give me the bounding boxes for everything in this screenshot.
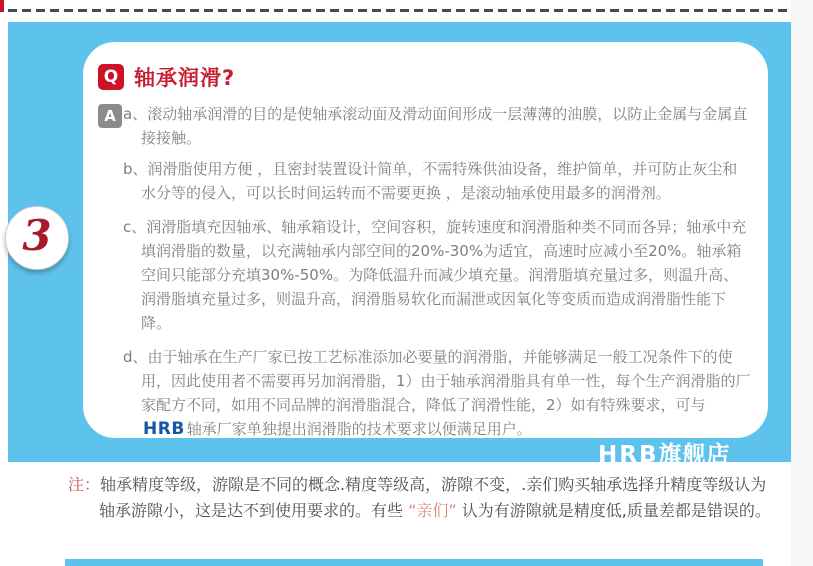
hrb-brand-wordmark: HRB xyxy=(143,419,185,439)
top-dashed-divider xyxy=(8,9,806,12)
answer-d-text-after: 轴承厂家单独提出润滑脂的技术要求以便满足用户。 xyxy=(186,420,532,438)
bottom-blue-strip xyxy=(65,559,763,566)
question-badge-icon: Q xyxy=(98,64,124,90)
footnote-prefix: 注： xyxy=(68,475,101,494)
footnote-text-2: 认为有游隙就是精度低,质量差都是错误的。 xyxy=(456,501,771,520)
top-left-red-mark xyxy=(0,0,4,12)
shop-logo-badge xyxy=(598,436,731,469)
shop-logo-suffix: 旗舰店 xyxy=(658,442,731,468)
answer-paragraph-c: c、润滑脂填充因轴承、轴承箱设计，空间容积，旋转速度和润滑脂种类不同而各异；轴承中充填润滑脂的数量，以充满轴承内部空间的20%-30%为适宜，高速时应减小至20%。轴承箱空间只能部分充填30%-50%。为降低温升而减少填充量。润滑脂填充量过多，则温升高、润滑脂填充量过多，则温升高，润滑脂易软化而漏泄或因氧化等变质而造成润滑脂性能下降。 xyxy=(123,218,747,332)
section-number-badge xyxy=(5,206,69,270)
footnote-highlight: “亲们” xyxy=(408,501,457,520)
question-row xyxy=(98,62,235,92)
shop-logo-brand: HRB xyxy=(598,442,659,468)
answer-paragraph-b: b、润滑脂使用方便 ，且密封装置设计简单，不需特殊供油设备，维护简单，并可防止灰尘和水分等的侵入，可以长时间运转而不需要更换 ，是滚动轴承使用最多的润滑剂。 xyxy=(123,160,738,202)
question-title: 轴承润滑? xyxy=(134,66,236,90)
answer-list xyxy=(123,102,751,448)
answer-paragraph-a: a、滚动轴承润滑的目的是使轴承滚动面及滑动面间形成一层薄薄的油膜，以防止金属与金属直接接触。 xyxy=(123,105,748,147)
right-gutter xyxy=(791,0,813,566)
answer-badge-icon: A xyxy=(98,104,122,128)
answer-d-text-before: d、由于轴承在生产厂家已按工艺标准添加必要量的润滑脂，并能够满足一般工况条件下的使用，因此使用者不需要再另加润滑脂，1）由于轴承润滑脂具有单一性，每个生产润滑脂的厂家配方不同，如用不同品牌的润滑脂混合，降低了润滑性能，2）如有特殊要求，可与 xyxy=(123,348,751,414)
qa-card xyxy=(83,42,768,438)
answer-paragraph-d xyxy=(123,345,751,441)
footnote-text-1: 轴承精度等级，游隙是不同的概念.精度等级高，游隙不变，.亲们购买轴承选择升精度等级认为轴承游隙小，这是达不到使用要求的。有些 xyxy=(99,475,767,520)
footnote xyxy=(68,472,771,524)
section-number: 3 xyxy=(22,211,52,260)
